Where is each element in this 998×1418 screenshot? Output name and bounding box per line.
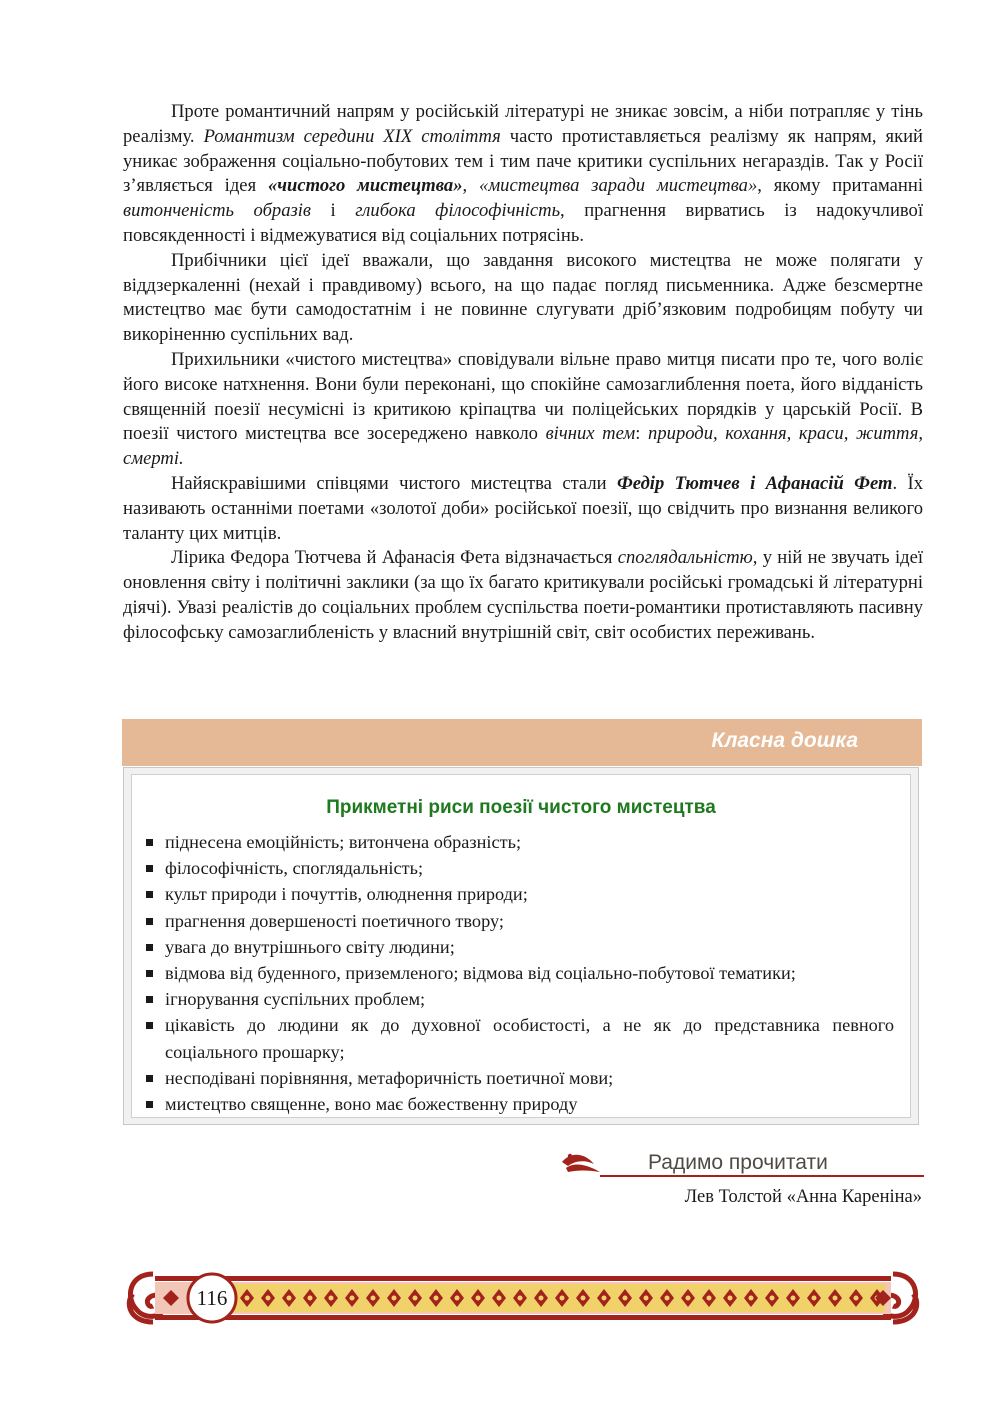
ornament-dot <box>665 1296 670 1301</box>
main-text <box>123 100 923 646</box>
ornament-dot <box>413 1296 418 1301</box>
leaf-ornament-icon <box>560 1150 604 1176</box>
board-list-item: відмова від буденного, приземленого; відмова від соціально-побутової тематики; <box>142 960 894 986</box>
board-list-item: несподівані порівняння, метафоричність поетичної мови; <box>142 1065 894 1091</box>
body-paragraph <box>123 348 923 472</box>
paragraph-text: Прибічники цієї ідеї вважали, що завдання високого мистецтва не може полягати у віддзеркаленні (нехай і правдивому) всього, на що падає погляд письменника. Адже безсмертне мистецтво має бути самодостатнім і не повинне слугувати дріб’язковим подробицям побуту чи викоріненню суспільних вад. <box>123 249 923 346</box>
recommend-rule <box>600 1175 924 1177</box>
ornament-dot <box>644 1296 649 1301</box>
paragraph-text: часто протиставляється реалізму як напрям, який уникає зображення соціально-побутових тем і тим паче критики суспільних негараздів. Так у Росії з’являється ідея <box>123 125 923 197</box>
board-list-item: мистецтво священне, воно має божественну природу <box>142 1091 894 1117</box>
ornament-dot <box>350 1296 355 1301</box>
paragraph-text: Найяскравішими співцями чистого мистецтва стали <box>171 472 617 494</box>
board-header <box>122 719 922 766</box>
ornament-dot <box>833 1296 838 1301</box>
paragraph-text: Прихильники «чистого мистецтва» сповідували вільне право митця писати про те, чого воліє його високе натхнення. Вони були переконані, що спокійне самозаглиблення поета, його відданість священній поезії несумісні із критикою кріпацтва чи поліцейських порядків у царській Росії. В поезії чистого мистецтва все зосереджено навколо <box>123 348 923 445</box>
paragraph-text: Проте романтичний напрям у російській літературі не зникає зовсім, а ніби потрапляє у тінь реалізму. <box>123 101 923 147</box>
ornament-dot <box>560 1296 565 1301</box>
ornament-dot <box>686 1296 691 1301</box>
board-header-label: Класна дошка <box>711 729 858 752</box>
emphasis-text: природи, кохання, краси, життя, смерті. <box>123 423 923 470</box>
board-list <box>142 829 894 1117</box>
paragraph-text: і <box>311 200 356 222</box>
board-frame <box>123 767 919 1125</box>
body-paragraph <box>123 249 923 348</box>
emphasis-text: Федір Тютчев і Афанасій Фет <box>616 472 893 494</box>
paragraph-text: . Їх називають останніми поетами «золотої доби» російської поезії, що свідчить про визнання великого таланту цих митців. <box>123 472 924 544</box>
emphasis-text: Романтизм середини XIX століття <box>203 125 501 147</box>
body-paragraph <box>123 546 923 645</box>
ornament-dot <box>308 1296 313 1301</box>
ornament-dot <box>581 1296 586 1301</box>
ornament-dot <box>371 1296 376 1301</box>
paragraph-text: : <box>635 423 649 445</box>
recommend-label: Радимо прочитати <box>648 1151 828 1174</box>
ornament-dot <box>539 1296 544 1301</box>
paragraph-text: , у ній не звучать ідеї оновлення світу і політичні заклики (за що їх багато критикували російські громадські й літературні діячі). Увазі реалістів до соціальних проблем суспільства поети-романтики протиставляють пасивну філософську самозаглибленість у власний внутрішній світ, світ особистих переживань. <box>123 547 923 643</box>
ornament-dot <box>854 1296 859 1301</box>
page-number: 116 <box>196 1286 228 1310</box>
ornament-dot <box>749 1296 754 1301</box>
ornament-dot <box>266 1296 271 1301</box>
board-list-item: піднесена емоційність; витончена образність; <box>142 829 894 855</box>
board-list-item: увага до внутрішнього світу людини; <box>142 934 894 960</box>
ornament-dot <box>770 1296 775 1301</box>
ornament-dot <box>392 1296 397 1301</box>
ornament-dot <box>791 1296 796 1301</box>
ornament-dot <box>623 1296 628 1301</box>
board-panel <box>131 774 911 1118</box>
board-list-item: прагнення довершеності поетичного твору; <box>142 908 894 934</box>
emphasis-text: «мистецтва заради мистецтва» <box>479 175 758 197</box>
emphasis-text: вічних тем <box>545 423 636 445</box>
emphasis-text: глибока філософічність <box>355 200 561 222</box>
emphasis-text: споглядальністю <box>617 547 753 569</box>
paragraph-text: , прагнення вирватись із надокучливої повсякденності і відмежуватися від соціальних потрясінь. <box>123 200 924 246</box>
ornament-dot <box>602 1296 607 1301</box>
ornament-dot <box>518 1296 523 1301</box>
board-list-item: цікавість до людини як до духовної особистості, а не як до представника певного соціального прошарку; <box>142 1012 894 1064</box>
board-list-item: ігнорування суспільних проблем; <box>142 986 894 1012</box>
book-title: Лев Толстой «Анна Кареніна» <box>684 1187 922 1207</box>
ornament-dot <box>497 1296 502 1301</box>
emphasis-text: «чистого мистецтва» <box>267 175 463 197</box>
ornament-dot <box>434 1296 439 1301</box>
board-list-item: культ природи і почуттів, олюднення природи; <box>142 881 894 907</box>
recommend-section <box>560 1148 924 1180</box>
body-paragraph <box>123 100 923 249</box>
ornament-dot <box>329 1296 334 1301</box>
ornament-dot <box>287 1296 292 1301</box>
ornament-dot <box>476 1296 481 1301</box>
board-title: Прикметні риси поезії чистого мистецтва <box>326 797 716 818</box>
emphasis-text: витонченість образів <box>123 200 312 222</box>
body-paragraph <box>123 472 923 546</box>
paragraph-text: , якому притаманні <box>757 175 924 197</box>
ornament-dot <box>707 1296 712 1301</box>
ornament-dot <box>245 1296 250 1301</box>
folk-ornament-border <box>123 1268 923 1328</box>
ornament-dot <box>812 1296 817 1301</box>
ornament-dot <box>455 1296 460 1301</box>
paragraph-text: Лірика Федора Тютчева й Афанасія Фета відзначається <box>171 547 618 569</box>
ornament-dot <box>728 1296 733 1301</box>
board-list-item: філософічність, споглядальність; <box>142 855 894 881</box>
paragraph-text: , <box>462 175 480 197</box>
